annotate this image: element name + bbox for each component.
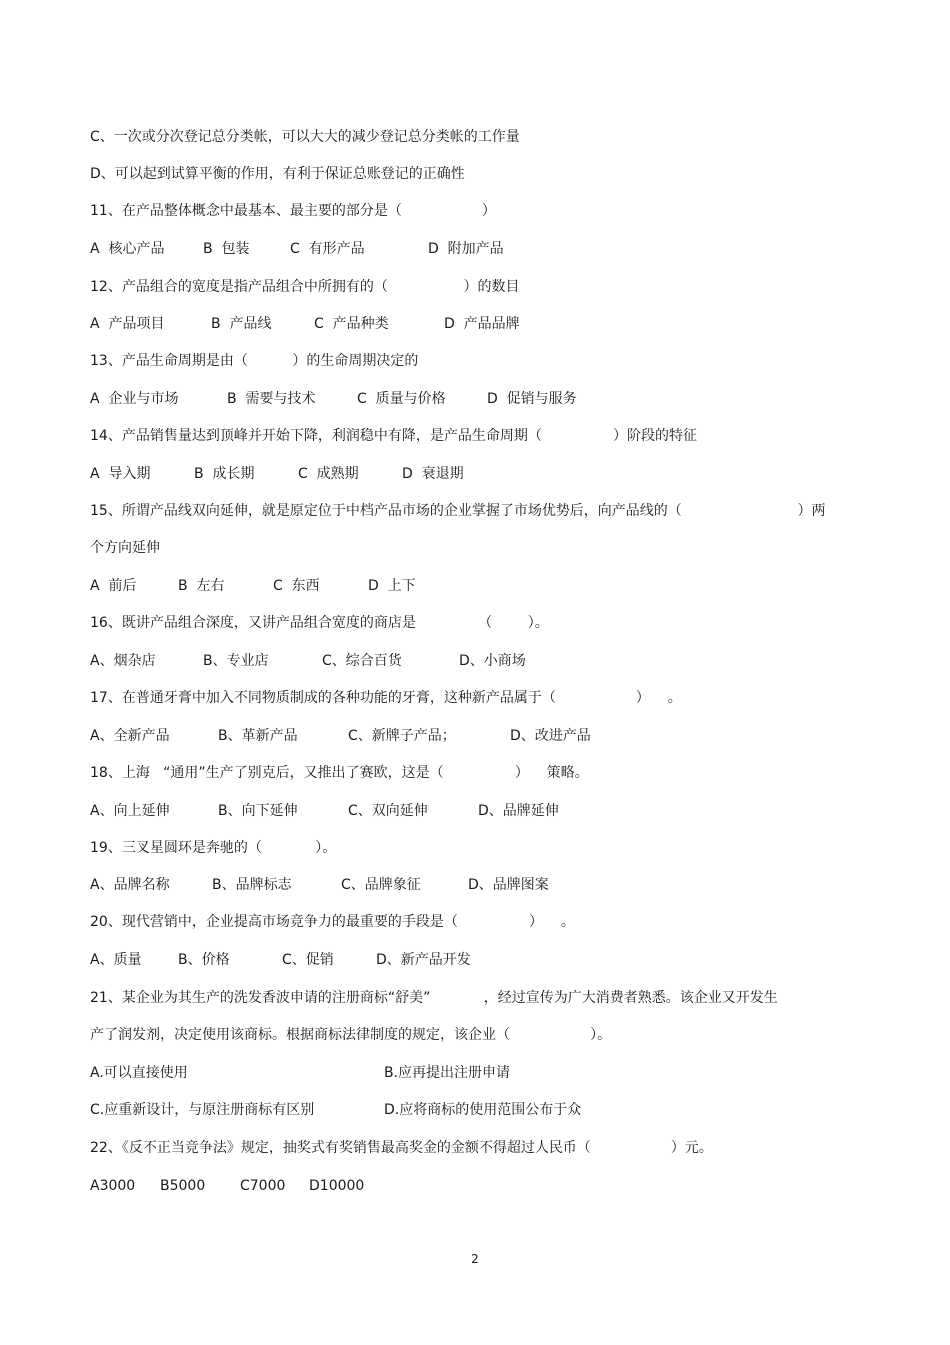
q11-option-d: D 附加产品 [428, 241, 504, 257]
q13-option-b: B 需要与技术 [227, 391, 316, 407]
page-number: 2 [471, 1252, 479, 1266]
question-16: 16、既讲产品组合深度，又讲产品组合宽度的商店是 （ ）。 [90, 615, 549, 631]
question-18: 18、上海 “通用”生产了别克后，又推出了赛欧，这是（ ） 策略。 [90, 765, 589, 781]
q15-option-c: C 东西 [273, 578, 320, 594]
q14-option-d: D 衰退期 [402, 466, 464, 482]
q15-option-b: B 左右 [178, 578, 225, 594]
q19-option-d: D、品牌图案 [468, 877, 549, 893]
q15-option-a: A 前后 [90, 578, 137, 594]
q11-option-b: B 包装 [203, 241, 250, 257]
question-17: 17、在普通牙膏中加入不同物质制成的各种功能的牙膏，这种新产品属于（ ） 。 [90, 690, 682, 706]
q17-option-a: A、全新产品 [90, 728, 170, 744]
q22-option-a: A3000 [90, 1178, 136, 1194]
question-22: 22、《反不正当竞争法》规定，抽奖式有奖销售最高奖金的金额不得超过人民币（ ）元。 [90, 1140, 713, 1156]
q16-option-c: C、综合百货 [322, 653, 402, 669]
q21-option-c: C.应重新设计，与原注册商标有区别 [90, 1102, 315, 1118]
q21-option-a: A.可以直接使用 [90, 1065, 188, 1081]
q13-option-d: D 促销与服务 [487, 391, 577, 407]
question-15-line-2: 个方向延伸 [90, 540, 160, 556]
question-21-line-1: 21、某企业为其生产的洗发香波申请的注册商标“舒美” ，经过宣传为广大消费者熟悉。该企业又开发生 [90, 990, 778, 1006]
q22-option-c: C7000 [240, 1178, 286, 1194]
question-19: 19、三叉星圆环是奔驰的（ ）。 [90, 840, 337, 856]
option-c-previous: C、一次或分次登记总分类帐，可以大大的减少登记总分类帐的工作量 [90, 129, 520, 145]
q16-option-b: B、专业店 [203, 653, 269, 669]
question-11: 11、在产品整体概念中最基本、最主要的部分是（ ） [90, 203, 496, 219]
q12-option-c: C 产品种类 [314, 316, 389, 332]
q12-option-a: A 产品项目 [90, 316, 165, 332]
q20-option-a: A、质量 [90, 952, 142, 968]
question-12: 12、产品组合的宽度是指产品组合中所拥有的（ ）的数目 [90, 279, 520, 295]
q13-option-c: C 质量与价格 [357, 391, 446, 407]
q17-option-d: D、改进产品 [510, 728, 591, 744]
q14-option-c: C 成熟期 [298, 466, 359, 482]
question-14: 14、产品销售量达到顶峰并开始下降，利润稳中有降，是产品生命周期（ ）阶段的特征 [90, 428, 698, 444]
question-13: 13、产品生命周期是由（ ）的生命周期决定的 [90, 353, 419, 369]
q14-option-a: A 导入期 [90, 466, 151, 482]
q16-option-d: D、小商场 [459, 653, 526, 669]
q14-option-b: B 成长期 [194, 466, 255, 482]
q19-option-a: A、品牌名称 [90, 877, 170, 893]
q18-option-b: B、向下延伸 [218, 803, 298, 819]
q18-option-a: A、向上延伸 [90, 803, 170, 819]
q12-option-d: D 产品品牌 [444, 316, 520, 332]
q12-option-b: B 产品线 [211, 316, 272, 332]
q20-option-b: B、价格 [178, 952, 230, 968]
q17-option-c: C、新牌子产品； [348, 728, 456, 744]
q19-option-b: B、品牌标志 [212, 877, 292, 893]
question-21-line-2: 产了润发剂，决定使用该商标。根据商标法律制度的规定，该企业（ ）。 [90, 1027, 612, 1043]
q13-option-a: A 企业与市场 [90, 391, 179, 407]
q15-option-d: D 上下 [368, 578, 416, 594]
q22-option-b: B5000 [160, 1178, 206, 1194]
q21-option-b: B.应再提出注册申请 [384, 1065, 511, 1081]
q20-option-c: C、促销 [282, 952, 334, 968]
q18-option-d: D、品牌延伸 [478, 803, 559, 819]
question-15-line-1: 15、所谓产品线双向延伸，就是原定位于中档产品市场的企业掌握了市场优势后，向产品线的（ ）两 [90, 503, 826, 519]
q11-option-a: A 核心产品 [90, 241, 165, 257]
q21-option-d: D.应将商标的使用范围公布于众 [384, 1102, 582, 1118]
q18-option-c: C、双向延伸 [348, 803, 428, 819]
q20-option-d: D、新产品开发 [376, 952, 471, 968]
q19-option-c: C、品牌象征 [341, 877, 421, 893]
question-20: 20、现代营销中，企业提高市场竞争力的最重要的手段是（ ） 。 [90, 914, 575, 930]
option-d-previous: D、可以起到试算平衡的作用，有利于保证总账登记的正确性 [90, 166, 465, 182]
q11-option-c: C 有形产品 [290, 241, 365, 257]
q16-option-a: A、烟杂店 [90, 653, 156, 669]
q22-option-d: D10000 [309, 1178, 365, 1194]
q17-option-b: B、革新产品 [218, 728, 298, 744]
